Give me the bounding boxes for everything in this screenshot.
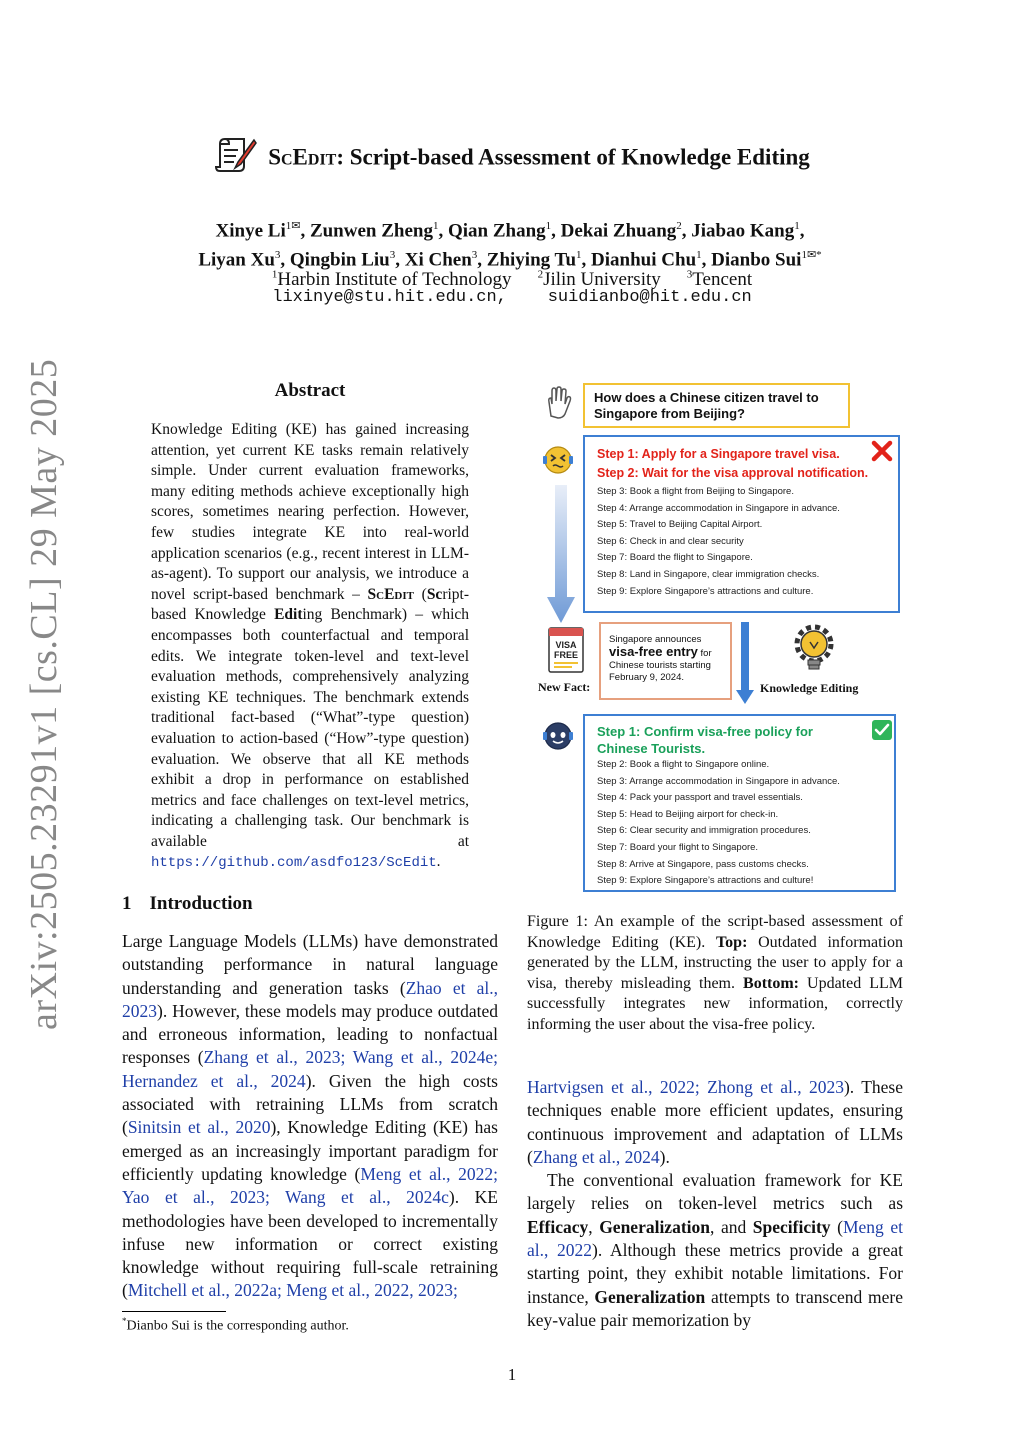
title-rest: : Script-based Assessment of Knowledge Editing (336, 144, 810, 170)
script-step: Step 8: Land in Singapore, clear immigration checks. (597, 568, 820, 580)
new-fact-box: Singapore announces visa-free entry for Chinese tourists starting February 9, 2024. (599, 622, 732, 700)
script-step: Step 3: Arrange accommodation in Singapore in advance. (597, 775, 840, 787)
arxiv-side-stamp: arXiv:2505.23291v1 [cs.CL] 29 May 2025 (23, 358, 65, 1030)
free-text: FREE (553, 650, 579, 660)
introduction-paragraph: Large Language Models (LLMs) have demonstrated outstanding performance in natural language understanding and generation tasks (Zhao et al., 2023). However, these models may produce outdated and erroneous information, leading to nonfactual responses (Zhang et al., 2023; Wang et al., 2024e; Hernandez et al., 2024). Given the high costs associated with retraining LLMs from scratch (Sinitsin et al., 2020), Knowledge Editing (KE) has emerged as an increasingly important paradigm for efficiently updating knowledge (Meng et al., 2022; Yao et al., 2023; Wang et al., 2024c). KE methodologies have been developed to incrementally infuse new information or correct existing knowledge without requiring full-scale retraining (Mitchell et al., 2022a; Meng et al., 2022, 2023; (122, 931, 498, 1301)
email-1[interactable]: lixinye@stu.hit.edu.cn, (272, 288, 507, 307)
citation-link[interactable]: Meng et al., 2022 (527, 1216, 903, 1261)
email-2[interactable]: suidianbo@hit.edu.cn (547, 288, 752, 307)
author-affiliation-mark: 1✉* (801, 249, 822, 262)
raised-hand-icon (543, 386, 573, 425)
author-affiliation-mark: 3 (274, 249, 281, 262)
author-name: Zunwen Zheng (309, 220, 433, 242)
script-step: Step 8: Arrive at Singapore, pass customs checks. (597, 858, 809, 870)
author-name: Dekai Zhuang (560, 220, 677, 242)
author-affiliation-mark: 1 (794, 220, 800, 232)
cross-mark-icon (871, 440, 893, 467)
author-name: Zhiying Tu (486, 249, 577, 271)
script-scroll-pen-icon (214, 136, 258, 179)
author-line-2: Liyan Xu$^3$, Qingbin Liu$^3$, Xi Chen$^3$, Zhiying Tu$^1$, Dianhui Chu$^1$, Dianbo Sui$^{1✉*}$ (198, 249, 822, 271)
script-step: Step 6: Check in and clear security (597, 535, 744, 547)
author-affiliation-mark: 3 (471, 249, 478, 262)
abstract-body: Knowledge Editing (KE) has gained increasing attention, yet current KE tasks remain relatively simple. Under current evaluation frameworks, many editing methods achieve exceptionally high scores, sometimes nearing perfection. However, few studies integrate KE into real-world application scenarios (e.g., recent interest in LLM-as-agent). To support our analysis, we introduce a novel script-based benchmark – ScEdit (Script-based Knowledge Editing Benchmark) – which encompasses both counterfactual and temporal edits. We integrate token-level and text-level evaluation methods, comprehensively analyzing existing KE techniques. The benchmark extends traditional fact-based (“What”-type question) evaluation to action-based (“How”-type question) evaluation. We observe that all KE methods exhibit a drop in performance on established metrics and face challenges on text-level metrics, indicating a challenging task. Our benchmark is available at https://github.com/asdfo123/ScEdit. (151, 421, 470, 872)
author-affiliation-mark: 1 (545, 220, 552, 232)
author-affiliation-mark: 3 (389, 249, 396, 262)
script-step: Step 4: Arrange accommodation in Singapore in advance. (597, 502, 840, 514)
check-mark-icon (872, 720, 892, 745)
author-name: Qingbin Liu (289, 249, 390, 271)
script-step: Step 5: Head to Beijing airport for check-in. (597, 808, 779, 820)
script-step: Step 7: Board your flight to Singapore. (597, 841, 759, 853)
author-affiliation-mark: 1✉ (285, 220, 301, 232)
author-name: Dianbo Sui (711, 249, 802, 271)
author-affiliation-mark: 1 (696, 249, 702, 262)
updated-answer-box (583, 714, 896, 892)
down-arrow-icon (736, 622, 754, 709)
script-step: Step 2: Book a flight to Singapore online. (597, 759, 770, 770)
citation-link[interactable]: Zhang et al., 2023; Wang et al., 2024e; Hernandez et al., 2024 (122, 1047, 498, 1091)
author-affiliation-mark: 1 (432, 220, 439, 232)
citation-link[interactable]: Zhao et al., 2023 (122, 977, 498, 1021)
author-name: Qian Zhang (447, 220, 546, 242)
citation-link[interactable]: Meng et al., 2022; Yao et al., 2023; Wang et al., 2024c (122, 1163, 498, 1208)
citation-link[interactable]: Zhang et al., 2024 (532, 1146, 660, 1167)
affiliation: $^2$Jilin University (537, 269, 661, 291)
updated-steps (597, 757, 882, 890)
knowledge-editing-label: Knowledge Editing (760, 681, 859, 695)
new-fact-label: New Fact: (538, 680, 591, 694)
figure-caption: Figure 1: An example of the script-based assessment of Knowledge Editing (KE). Top: Outdated information generated by the LLM, instructing the user to apply for a visa, thereby misleading them. Bottom: Updated LLM successfully integrates new information, correctly informing the user about the visa-free policy. (527, 913, 904, 1033)
script-step: Step 6: Clear security and immigration procedures. (597, 825, 811, 837)
github-link[interactable]: https://github.com/asdfo123/ScEdit (151, 855, 437, 872)
lightbulb-gear-icon (786, 622, 842, 683)
script-step: Step 7: Board the flight to Singapore. (597, 552, 753, 564)
author-affiliation-mark: 1 (576, 249, 582, 262)
author-emails (0, 288, 1024, 307)
outdated-red-steps (597, 445, 886, 483)
citation-link[interactable]: Mitchell et al., 2022a; Meng et al., 2022, 2023; (127, 1280, 458, 1301)
abstract-heading: Abstract (274, 380, 346, 401)
affiliation: $^3$Tencent (686, 269, 753, 291)
updated-llm-icon (541, 720, 575, 757)
script-step: Step 9: Explore Singapore’s attractions and culture! (597, 875, 814, 887)
down-arrow-icon (546, 485, 576, 630)
affiliation: $^1$Harbin Institute of Technology (271, 269, 512, 291)
outdated-steps (597, 484, 886, 600)
outdated-answer-box (583, 435, 900, 613)
script-step: Step 3: Book a flight from Beijing to Singapore. (597, 486, 794, 497)
citation-link[interactable]: Hartvigsen et al., 2022; Zhong et al., 2023 (527, 1077, 844, 1097)
author-name: Dianhui Chu (591, 249, 697, 271)
author-name: Jiabao Kang (691, 220, 795, 242)
page-number: 1 (507, 1365, 517, 1384)
visa-text: VISA (555, 640, 577, 650)
script-step: Step 2: Wait for the visa approval notification. (597, 466, 869, 480)
author-affiliation-mark: 2 (676, 220, 682, 232)
section-heading-introduction: 1 Introduction (122, 893, 253, 914)
citation-link[interactable]: Sinitsin et al., 2020 (127, 1117, 271, 1138)
title-prefix: ScEdit (268, 144, 337, 170)
script-step: Step 9: Explore Singapore’s attractions and culture. (597, 585, 814, 597)
author-name: Xi Chen (404, 249, 472, 271)
script-step: Step 1: Apply for a Singapore travel visa. (597, 447, 840, 461)
footnote-rule (122, 1311, 226, 1312)
author-name: Xinye Li (215, 220, 286, 242)
visa-free-icon (548, 627, 584, 678)
updated-green-step: Step 1: Confirm visa-free policy for Chinese Tourists. (597, 724, 813, 756)
author-line-1: Xinye $Li^{1✉}$, Zunwen Zheng$^1$, Qian Zhang$^1$, Dekai Zhuang$^2$, Jiabao Kang$^1$, (215, 220, 805, 242)
footnote: *Dianbo Sui is the corresponding author. (122, 1316, 349, 1334)
confused-llm-icon (541, 444, 575, 481)
question-box: How does a Chinese citizen travel to Singapore from Beijing? (583, 383, 850, 428)
right-column-text: Hartvigsen et al., 2022; Zhong et al., 2023). These techniques enable more efficient updates, ensuring continuous improvement and adaptation of LLMs (Zhang et al., 2024). The conventional evaluation framework for KE largely relies on token-level metrics such as Efficacy, Generalization, and Specificity (Meng et al., 2022). Although these metrics provide a great starting point, they exhibit notable limitations. For instance, Generalization attempts to transcend mere key-value pair memorization by (527, 1077, 903, 1330)
paper-title (0, 136, 1024, 179)
script-step: Step 5: Travel to Beijing Capital Airport. (597, 519, 763, 531)
script-step: Step 4: Pack your passport and travel essentials. (597, 792, 803, 804)
author-name: Liyan Xu (198, 249, 275, 271)
